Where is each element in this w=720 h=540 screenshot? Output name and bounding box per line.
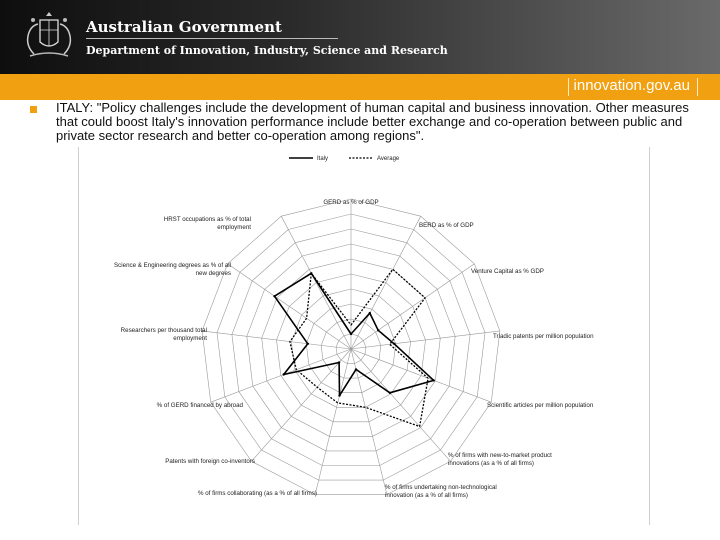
- axis-label: Patents with foreign co-inventors: [165, 458, 255, 465]
- coat-of-arms-logo: [20, 10, 78, 64]
- divider: [568, 78, 569, 96]
- axis-label: Science & Engineering degrees as % of all new degrees: [114, 262, 231, 277]
- data-point: [369, 312, 371, 314]
- axis-label: Researchers per thousand total employment: [120, 327, 207, 342]
- bullet-marker: [30, 106, 37, 113]
- axis-label: Venture Capital as % GDP: [471, 268, 544, 275]
- bullet-text: ITALY: "Policy challenges include the development of human capital and business innovation. Other measures that could boost Italy's innovation performance include better exchange and co-operation between public and private sector research and better co-operation among regions".: [56, 100, 689, 143]
- data-point: [307, 343, 309, 345]
- axis-spoke: [211, 349, 351, 402]
- axis-label: BERD as % of GDP: [419, 222, 474, 229]
- legend-label: Average: [377, 156, 400, 162]
- axis-spoke: [252, 349, 352, 461]
- header-banner: [0, 0, 720, 74]
- data-point: [433, 379, 435, 381]
- data-point: [355, 368, 357, 370]
- axis-label: Scientific articles per million population: [487, 402, 594, 409]
- department-name: Department of Innovation, Industry, Science and Research: [86, 44, 448, 57]
- data-point: [377, 329, 379, 331]
- axis-spoke: [351, 349, 451, 461]
- axis-spoke: [351, 216, 421, 349]
- axis-label: HRST occupations as % of total employment: [163, 216, 251, 231]
- axis-label: % of firms undertaking non-technological innovation (as a % of all firms): [385, 484, 497, 499]
- axis-label: Triadic patents per million population: [493, 333, 594, 340]
- radar-chart-svg: [79, 147, 649, 525]
- data-point: [338, 394, 340, 396]
- site-url[interactable]: innovation.gov.au: [573, 77, 690, 94]
- divider: [697, 78, 698, 96]
- government-name: Australian Government: [86, 18, 282, 36]
- axis-label: % of firms with new-to-market product innovations (as a % of all firms): [448, 452, 552, 467]
- data-point: [273, 295, 275, 297]
- data-point: [393, 343, 395, 345]
- data-point: [389, 392, 391, 394]
- radar-chart: [78, 147, 650, 525]
- data-point: [283, 373, 285, 375]
- axis-label: % of firms collaborating (as a % of all firms): [198, 490, 317, 497]
- axis-label: GERD as % of GDP: [323, 199, 379, 206]
- axis-spoke: [351, 349, 491, 402]
- axis-spoke: [281, 216, 351, 349]
- data-point: [350, 333, 352, 335]
- legend-label: Italy: [317, 156, 329, 162]
- data-point: [338, 361, 340, 363]
- axis-label: % of GERD financed by abroad: [156, 402, 243, 409]
- divider: [86, 38, 338, 39]
